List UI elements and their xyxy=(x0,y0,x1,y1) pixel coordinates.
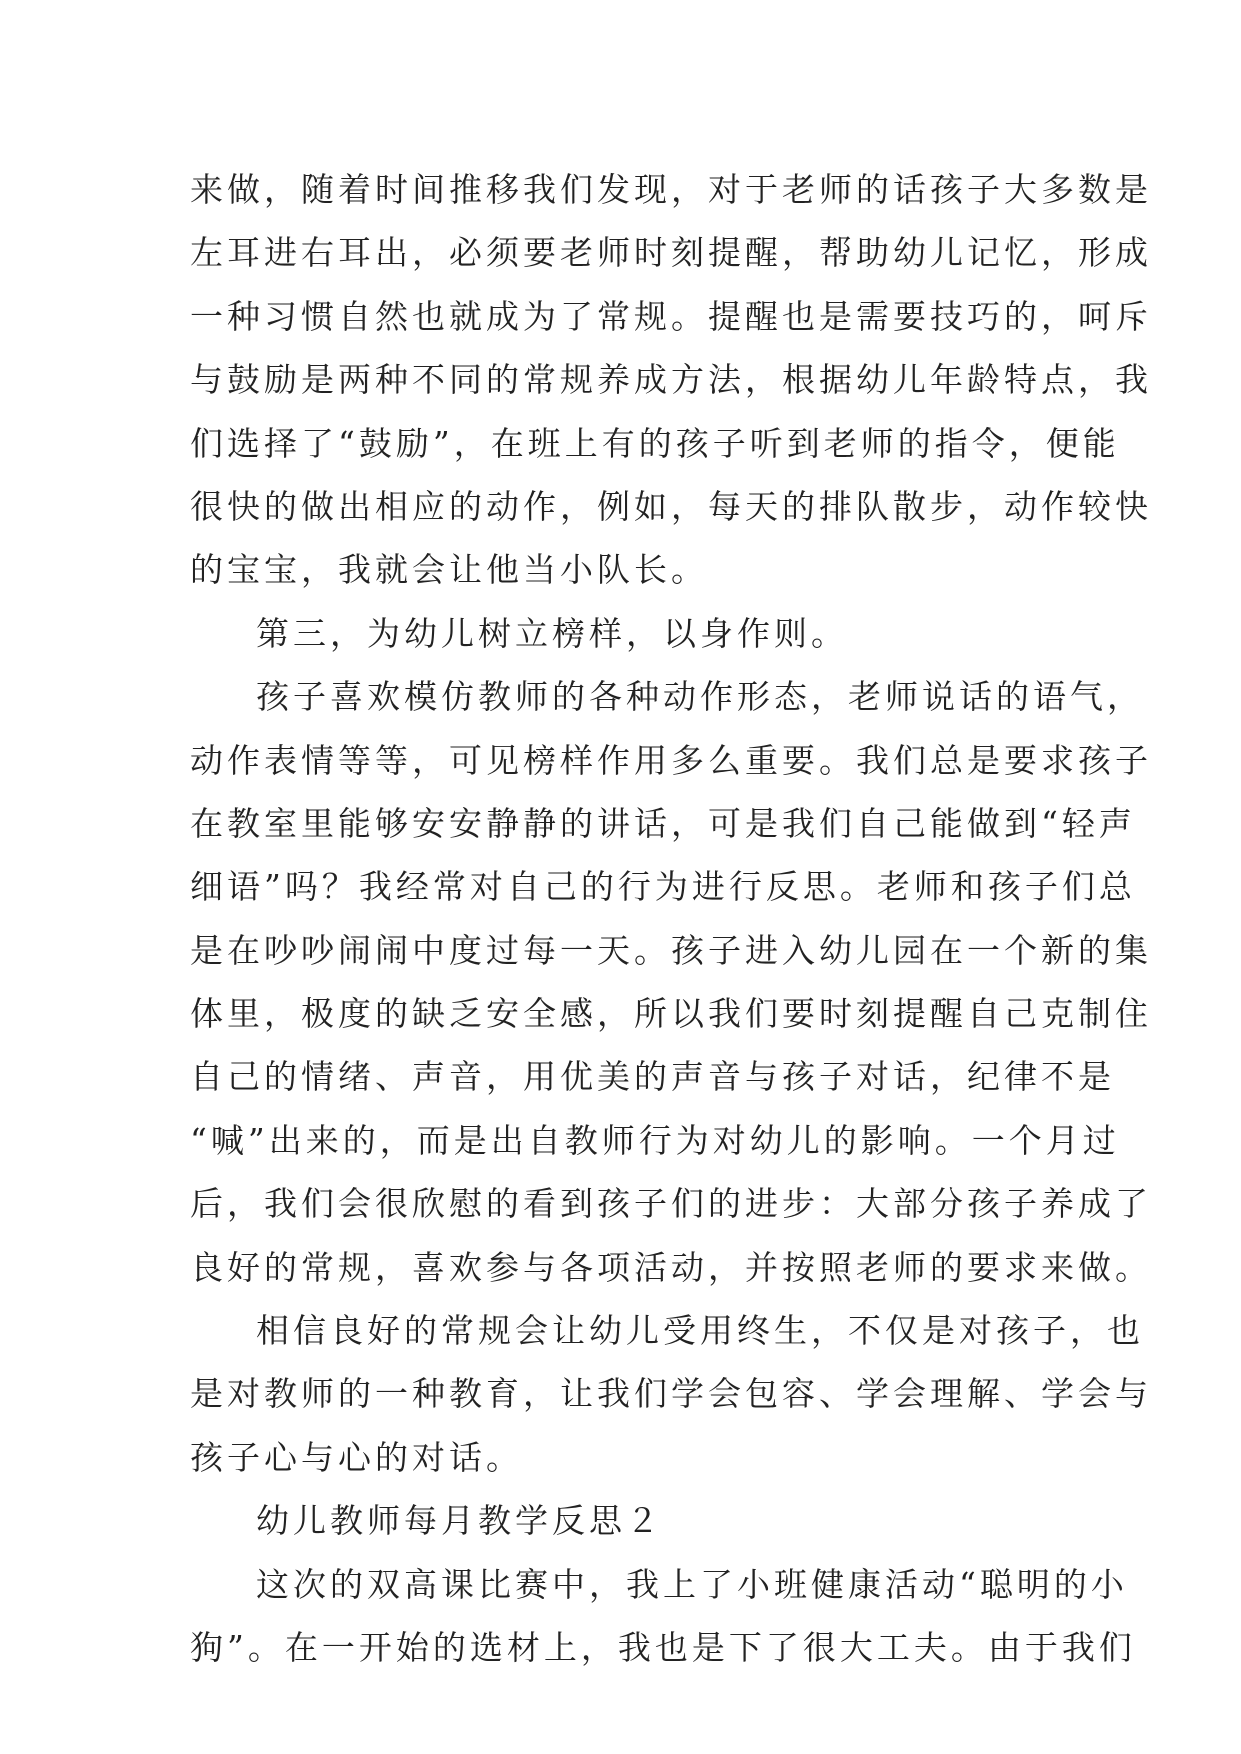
text-line: 左耳进右耳出，必须要老师时刻提醒，帮助幼儿记忆，形成 xyxy=(190,233,1152,273)
text-line: 第三，为幼儿树立榜样，以身作则。 xyxy=(256,613,848,653)
text-line: 幼儿教师每月教学反思２ xyxy=(256,1501,663,1541)
text-line: 来做，随着时间推移我们发现，对于老师的话孩子大多数是 xyxy=(190,170,1152,209)
text-line: 动作表情等等，可见榜样作用多么重要。我们总是要求孩子 xyxy=(190,740,1152,780)
text-line: 细语”吗？我经常对自己的行为进行反思。老师和孩子们总 xyxy=(190,867,1136,907)
text-line: 相信良好的常规会让幼儿受用终生，不仅是对孩子，也 xyxy=(256,1311,1144,1351)
text-line: 一种习惯自然也就成为了常规。提醒也是需要技巧的，呵斥 xyxy=(190,296,1152,336)
text-line: 是对教师的一种教育，让我们学会包容、学会理解、学会与 xyxy=(190,1374,1152,1414)
text-line: 自己的情绪、声音，用优美的声音与孩子对话，纪律不是 xyxy=(190,1057,1115,1097)
text-line: 体里，极度的缺乏安全感，所以我们要时刻提醒自己克制住 xyxy=(190,994,1152,1034)
text-line: 的宝宝，我就会让他当小队长。 xyxy=(190,550,708,590)
text-line: 很快的做出相应的动作，例如，每天的排队散步，动作较快 xyxy=(190,486,1152,526)
text-line: 与鼓励是两种不同的常规养成方法，根据幼儿年龄特点，我 xyxy=(190,360,1152,400)
text-line: 是在吵吵闹闹中度过每一天。孩子进入幼儿园在一个新的集 xyxy=(190,930,1152,970)
text-line: 后，我们会很欣慰的看到孩子们的进步：大部分孩子养成了 xyxy=(190,1184,1152,1224)
text-line: 良好的常规，喜欢参与各项活动，并按照老师的要求来做。 xyxy=(190,1247,1152,1287)
document-body xyxy=(190,158,1152,1679)
text-line: 孩子心与心的对话。 xyxy=(190,1437,523,1477)
text-line: 这次的双高课比赛中，我上了小班健康活动“聪明的小 xyxy=(256,1564,1128,1604)
text-line: 狗”。在一开始的选材上，我也是下了很大工夫。由于我们 xyxy=(190,1627,1136,1667)
text-line: 们选择了“鼓励”，在班上有的孩子听到老师的指令，便能 xyxy=(190,423,1120,463)
text-line: 孩子喜欢模仿教师的各种动作形态，老师说话的语气， xyxy=(256,677,1144,717)
text-line: 在教室里能够安安静静的讲话，可是我们自己能做到“轻声 xyxy=(190,803,1136,843)
text-line: “喊”出来的，而是出自教师行为对幼儿的影响。一个月过 xyxy=(190,1120,1120,1160)
